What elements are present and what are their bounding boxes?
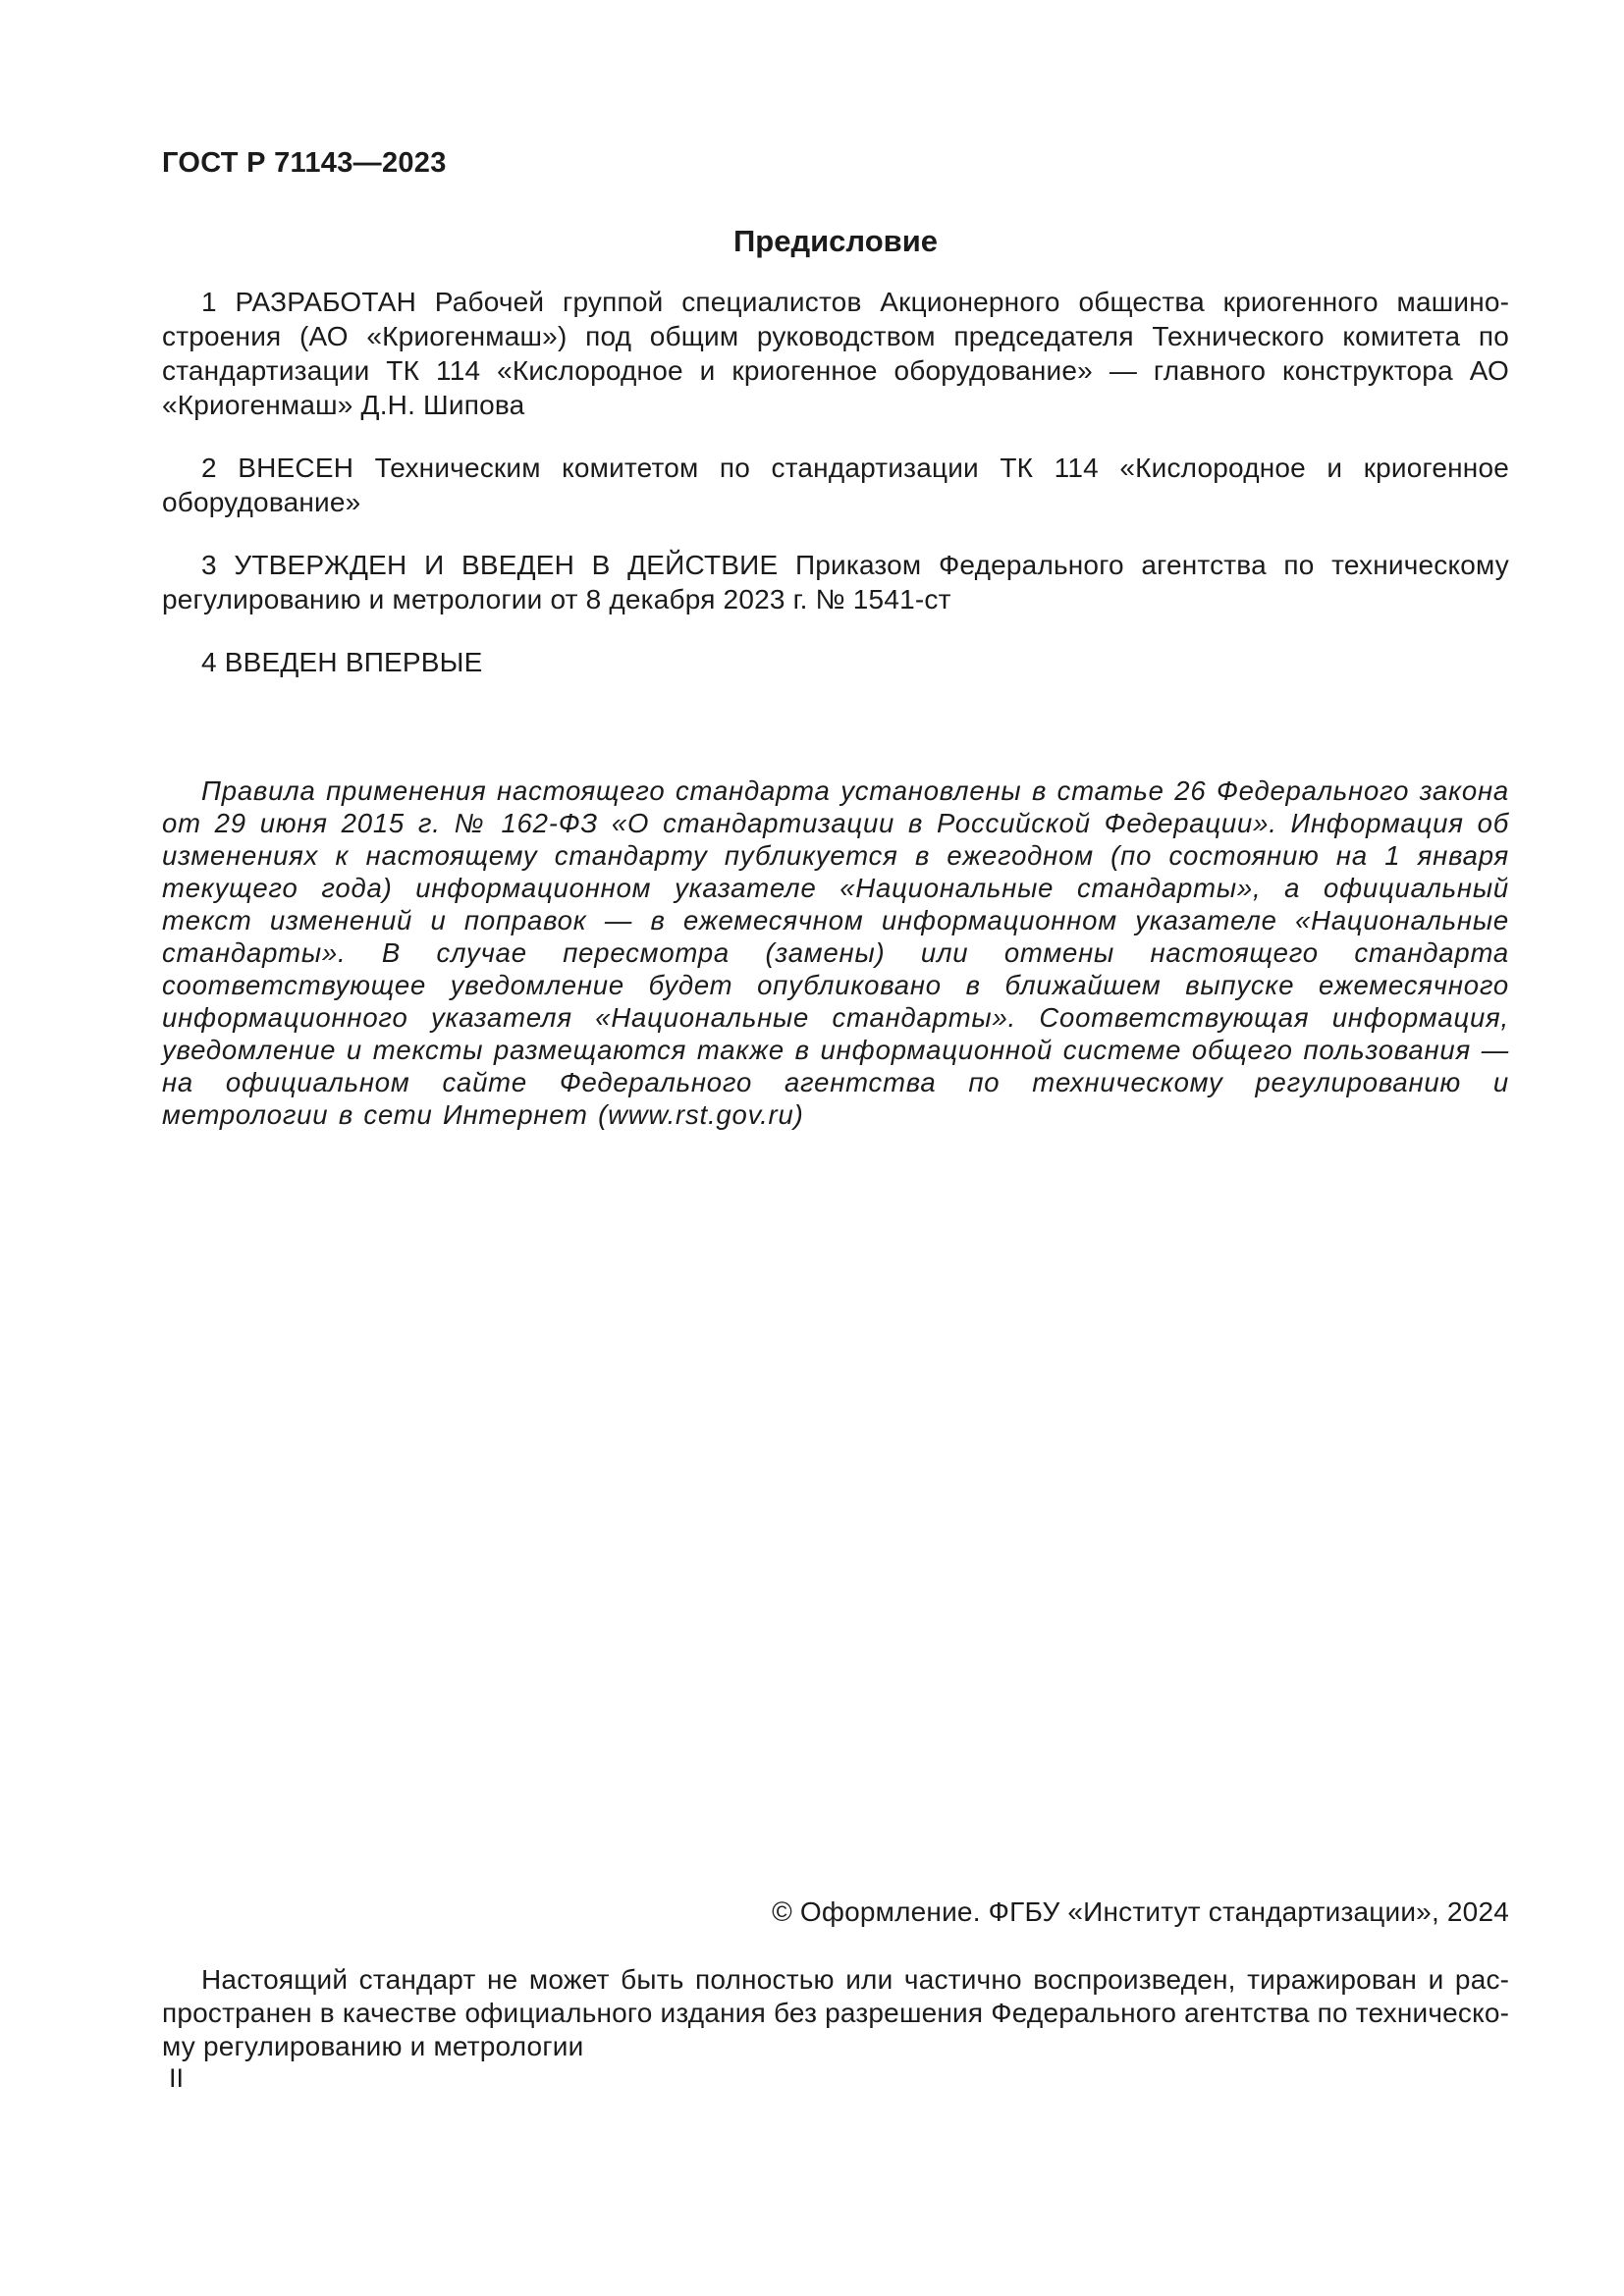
application-rules-note: Правила применения настоящего стандарта установлены в статье 26 Федерального закона от 29 июня 2015 г. № 162-ФЗ «О стандартизации в Российской Федерации». Информация об изменениях к настоящему стандарту публикуется в ежегодном (по состоянию на 1 января текущего года) информационном указателе «Национальные стандарты», а официальный текст изменений и поправок — в ежемесячном информационном указателе «Национальные стандарты». В случае пересмотра (замены) или отмены настоящего стандарта соответствующее уведомление будет опубликовано в ближайшем выпуске ежемесячного информационного указателя «Национальные стандарты». Соответствующая информация, уведомление и тексты размещаются также в информационной системе общего пользования — на официальном сайте Федерального агентства по техническому регулированию и метрологии в сети Интернет (www.rst.gov.ru) bbox=[162, 775, 1509, 1130]
standard-code: ГОСТ Р 71143—2023 bbox=[162, 147, 447, 179]
section-title: Предисловие bbox=[732, 224, 938, 258]
foreword-item-submitted: 2 ВНЕСЕН Техническим комитетом по стандартизации ТК 114 «Кислородное и криогенное оборудование» bbox=[162, 453, 1509, 517]
copyright-notice: © Оформление. ФГБУ «Институт стандартизации», 2024 bbox=[772, 1896, 1509, 1927]
reproduction-restriction-note: Настоящий стандарт не может быть полностью или частично воспроизведен, тиражирован и распространен в качестве официального издания без разрешения Федерального агентства по техническому регулированию и метрологии bbox=[162, 1964, 1509, 2061]
foreword-item-approved: 3 УТВЕРЖДЕН И ВВЕДЕН В ДЕЙСТВИЕ Приказом Федерального агентства по техническому регулированию и метрологии от 8 декабря 2023 г. № 1541-ст bbox=[162, 550, 1509, 614]
foreword-item-developed: 1 РАЗРАБОТАН Рабочей группой специалистов Акционерного общества криогенного машиностроения (АО «Криогенмаш») под общим руководством председателя Технического комитета по стандартизации ТК 114 «Кислородное и криогенное оборудование» — главного конструктора АО «Криогенмаш» Д.Н. Шипова bbox=[162, 287, 1509, 420]
foreword-item-first-introduced: 4 ВВЕДЕН ВПЕРВЫЕ bbox=[201, 647, 483, 677]
page-number: II bbox=[169, 2063, 185, 2093]
foreword-section bbox=[162, 285, 1509, 1159]
